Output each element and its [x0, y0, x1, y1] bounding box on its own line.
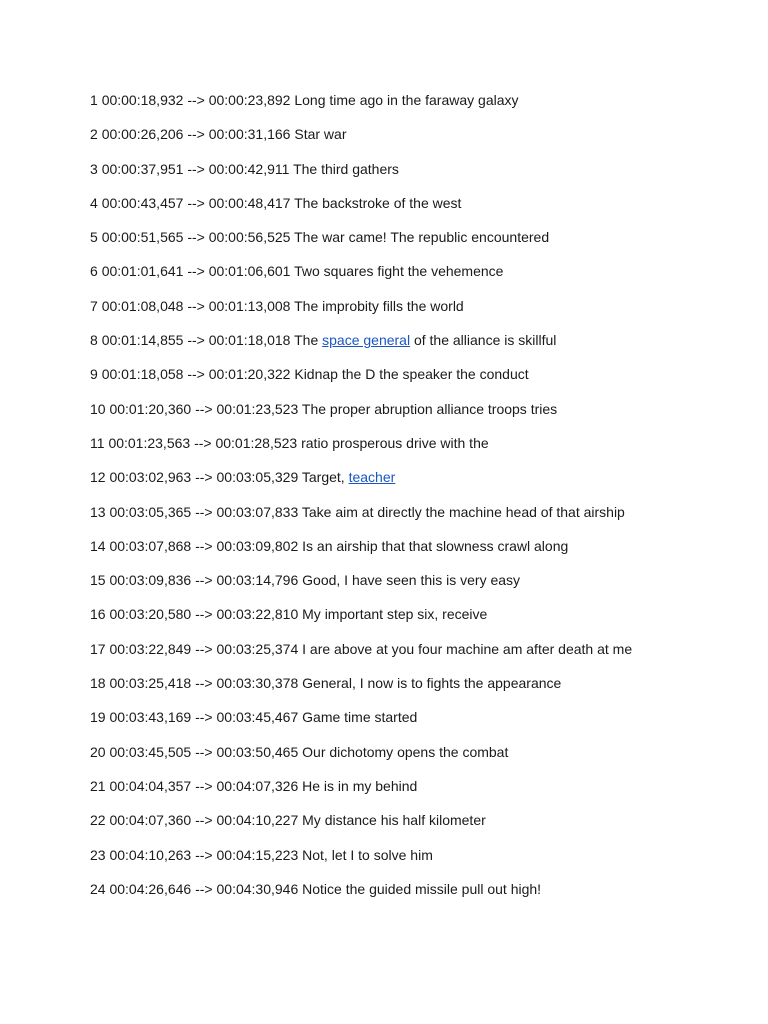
subtitle-arrow: --> — [195, 675, 213, 692]
subtitle-arrow: --> — [194, 434, 212, 451]
subtitle-end-time: 00:00:42,911 — [208, 160, 290, 177]
subtitle-number: 9 — [90, 366, 98, 383]
subtitle-arrow: --> — [187, 160, 205, 177]
subtitle-arrow: --> — [195, 846, 213, 863]
subtitle-number: 14 — [90, 537, 106, 554]
subtitle-line — [90, 365, 750, 399]
subtitle-start-time: 00:03:25,418 — [109, 675, 192, 692]
subtitle-start-time: 00:00:43,457 — [101, 194, 184, 211]
subtitle-end-time: 00:03:07,833 — [216, 503, 299, 520]
subtitle-arrow: --> — [195, 743, 213, 760]
subtitle-end-time: 00:00:48,417 — [208, 194, 291, 211]
subtitle-line — [90, 434, 750, 468]
subtitle-line — [90, 880, 750, 914]
subtitle-text: My distance his half kilometer — [302, 812, 486, 829]
subtitle-arrow: --> — [195, 537, 213, 554]
subtitle-start-time: 00:01:23,563 — [108, 434, 191, 451]
subtitle-end-time: 00:00:56,525 — [208, 229, 291, 246]
subtitle-start-time: 00:01:18,058 — [101, 366, 184, 383]
subtitle-end-time: 00:01:18,018 — [208, 332, 291, 349]
subtitle-arrow: --> — [195, 640, 213, 657]
subtitle-arrow: --> — [195, 469, 213, 486]
subtitle-start-time: 00:00:26,206 — [101, 126, 184, 143]
subtitle-text: Good, I have seen this is very easy — [302, 572, 521, 589]
subtitle-end-time: 00:03:45,467 — [216, 709, 299, 726]
subtitle-start-time: 00:04:07,360 — [109, 812, 192, 829]
subtitle-number: 23 — [90, 846, 106, 863]
subtitle-line — [90, 160, 750, 194]
subtitle-text: The improbity fills the world — [294, 297, 464, 314]
subtitle-line — [90, 194, 750, 228]
subtitle-end-time: 00:03:22,810 — [216, 606, 299, 623]
subtitle-line — [90, 262, 750, 296]
subtitle-number: 4 — [90, 194, 98, 211]
subtitle-number: 15 — [90, 572, 106, 589]
subtitle-end-time: 00:04:10,227 — [216, 812, 299, 829]
subtitle-line — [90, 674, 750, 708]
subtitle-arrow: --> — [187, 332, 205, 349]
subtitle-number: 19 — [90, 709, 106, 726]
subtitle-arrow: --> — [187, 194, 205, 211]
subtitle-number: 3 — [90, 160, 98, 177]
subtitle-end-time: 00:03:25,374 — [216, 640, 299, 657]
subtitle-text: General, I now is to fights the appearance — [302, 675, 562, 692]
subtitle-line — [90, 228, 750, 262]
subtitle-start-time: 00:01:01,641 — [101, 263, 184, 280]
subtitle-number: 20 — [90, 743, 106, 760]
subtitle-end-time: 00:00:31,166 — [208, 126, 291, 143]
subtitle-arrow: --> — [195, 812, 213, 829]
subtitle-line — [90, 708, 750, 742]
subtitle-text: Star war — [294, 126, 347, 143]
subtitle-text: The — [294, 332, 319, 349]
subtitle-arrow: --> — [187, 366, 205, 383]
subtitle-arrow: --> — [195, 572, 213, 589]
subtitle-number: 22 — [90, 812, 106, 829]
subtitle-text: of the alliance is skillful — [413, 332, 557, 349]
subtitle-line — [90, 400, 750, 434]
subtitle-end-time: 00:04:07,326 — [216, 777, 299, 794]
subtitle-number: 7 — [90, 297, 98, 314]
subtitle-end-time: 00:03:14,796 — [216, 572, 299, 589]
subtitle-start-time: 00:00:18,932 — [101, 92, 184, 108]
subtitle-line — [90, 777, 750, 811]
subtitle-end-time: 00:03:30,378 — [216, 675, 299, 692]
subtitle-arrow: --> — [195, 606, 213, 623]
subtitle-arrow: --> — [187, 263, 205, 280]
subtitle-number: 12 — [90, 469, 106, 486]
subtitle-text: Is an airship that that slowness crawl along — [302, 537, 569, 554]
subtitle-end-time: 00:03:09,802 — [216, 537, 299, 554]
subtitle-start-time: 00:00:37,951 — [101, 160, 184, 177]
subtitle-end-time: 00:03:05,329 — [216, 469, 299, 486]
subtitle-text: ratio prosperous drive with the — [301, 434, 489, 451]
subtitle-link[interactable]: space general — [322, 332, 411, 349]
subtitle-text: I are above at you four machine am after death at me — [302, 640, 633, 657]
subtitle-text: The backstroke of the west — [294, 194, 462, 211]
subtitle-number: 10 — [90, 400, 106, 417]
subtitle-arrow: --> — [195, 880, 213, 897]
subtitle-line — [90, 605, 750, 639]
subtitle-end-time: 00:01:28,523 — [215, 434, 298, 451]
subtitle-start-time: 00:03:20,580 — [109, 606, 192, 623]
subtitle-number: 2 — [90, 126, 98, 143]
subtitle-start-time: 00:03:22,849 — [109, 640, 192, 657]
subtitle-arrow: --> — [187, 229, 205, 246]
subtitle-end-time: 00:04:30,946 — [216, 880, 299, 897]
subtitle-text: Game time started — [302, 709, 418, 726]
subtitle-arrow: --> — [187, 297, 205, 314]
subtitle-start-time: 00:01:14,855 — [101, 332, 184, 349]
subtitle-end-time: 00:01:23,523 — [216, 400, 299, 417]
subtitle-arrow: --> — [187, 92, 205, 108]
subtitle-arrow: --> — [195, 709, 213, 726]
subtitle-arrow: --> — [195, 503, 213, 520]
subtitle-start-time: 00:03:02,963 — [109, 469, 192, 486]
subtitle-text: Two squares fight the vehemence — [294, 263, 504, 280]
subtitle-link[interactable]: teacher — [348, 469, 396, 486]
subtitle-text: Notice the guided missile pull out high! — [302, 880, 542, 897]
subtitle-end-time: 00:01:20,322 — [208, 366, 291, 383]
subtitle-text: Long time ago in the faraway galaxy — [294, 92, 519, 108]
subtitle-start-time: 00:04:26,646 — [109, 880, 192, 897]
subtitle-start-time: 00:01:20,360 — [109, 400, 192, 417]
subtitle-number: 18 — [90, 675, 106, 692]
subtitle-text: The third gathers — [293, 160, 399, 177]
subtitle-end-time: 00:03:50,465 — [216, 743, 299, 760]
subtitle-line — [90, 846, 750, 880]
subtitle-number: 17 — [90, 640, 106, 657]
subtitle-arrow: --> — [187, 126, 205, 143]
subtitle-text: Target, — [301, 469, 345, 486]
subtitle-line — [90, 571, 750, 605]
subtitle-line — [90, 125, 750, 159]
subtitle-end-time: 00:04:15,223 — [216, 846, 299, 863]
subtitle-line — [90, 811, 750, 845]
subtitle-number: 13 — [90, 503, 106, 520]
subtitle-end-time: 00:00:23,892 — [208, 92, 291, 108]
subtitle-text: The war came! The republic encountered — [294, 229, 550, 246]
subtitle-text: My important step six, receive — [302, 606, 488, 623]
subtitle-line — [90, 331, 750, 365]
subtitle-end-time: 00:01:13,008 — [208, 297, 291, 314]
subtitle-number: 11 — [90, 434, 105, 451]
subtitle-line — [90, 297, 750, 331]
subtitle-number: 5 — [90, 229, 98, 246]
subtitle-number: 16 — [90, 606, 106, 623]
subtitle-line — [90, 468, 750, 502]
subtitle-text: Take aim at directly the machine head of that airship — [301, 503, 625, 520]
subtitle-start-time: 00:03:05,365 — [109, 503, 192, 520]
subtitle-text: Not, let I to solve him — [302, 846, 433, 863]
subtitle-start-time: 00:04:10,263 — [109, 846, 192, 863]
subtitle-start-time: 00:03:45,505 — [109, 743, 192, 760]
subtitle-number: 6 — [90, 263, 98, 280]
subtitle-start-time: 00:03:09,836 — [109, 572, 192, 589]
subtitle-start-time: 00:03:43,169 — [109, 709, 192, 726]
subtitle-number: 1 — [90, 92, 98, 108]
subtitle-end-time: 00:01:06,601 — [208, 263, 291, 280]
subtitle-line — [90, 743, 750, 777]
subtitle-line — [90, 503, 750, 537]
subtitle-arrow: --> — [195, 400, 213, 417]
subtitle-line — [90, 91, 750, 125]
subtitle-number: 21 — [90, 777, 106, 794]
subtitle-number: 8 — [90, 332, 98, 349]
subtitle-document — [90, 91, 750, 914]
subtitle-start-time: 00:04:04,357 — [109, 777, 192, 794]
subtitle-number: 24 — [90, 880, 106, 897]
subtitle-text: The proper abruption alliance troops tries — [301, 400, 558, 417]
subtitle-start-time: 00:01:08,048 — [101, 297, 184, 314]
subtitle-text: Kidnap the D the speaker the conduct — [294, 366, 529, 383]
subtitle-text: Our dichotomy opens the combat — [302, 743, 509, 760]
subtitle-text: He is in my behind — [302, 777, 418, 794]
subtitle-line — [90, 640, 750, 674]
subtitle-start-time: 00:03:07,868 — [109, 537, 192, 554]
subtitle-arrow: --> — [195, 777, 213, 794]
subtitle-start-time: 00:00:51,565 — [101, 229, 184, 246]
subtitle-line — [90, 537, 750, 571]
